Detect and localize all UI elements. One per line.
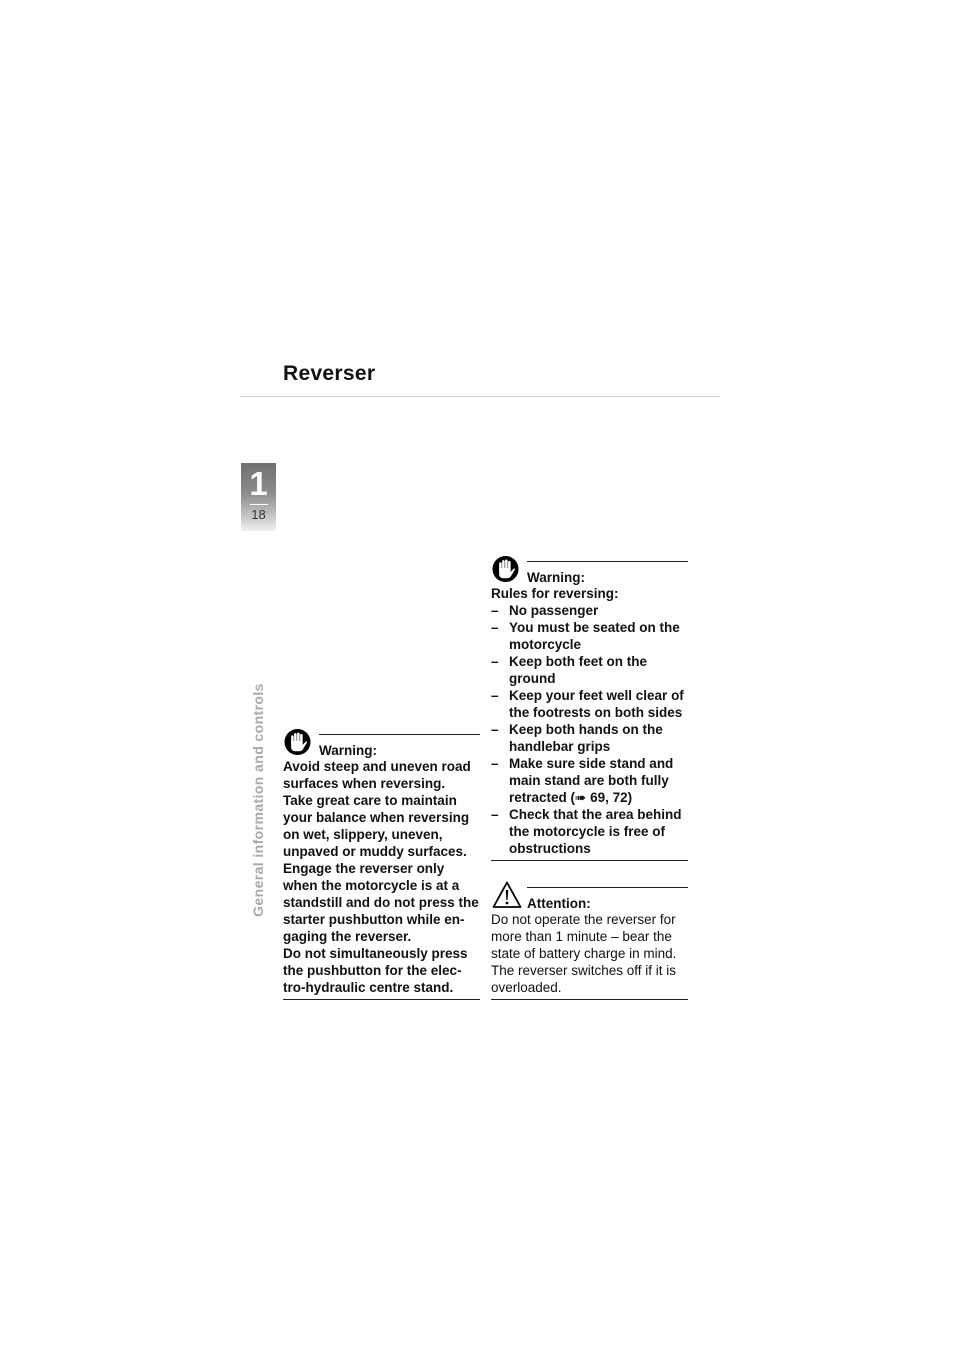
attention-text	[491, 911, 688, 996]
page-number: 18	[251, 507, 266, 522]
warning-line: Take great care to maintain	[283, 793, 457, 808]
warning-line: unpaved or muddy surfaces.	[283, 844, 467, 859]
warning-box-left	[283, 728, 480, 1000]
warning-line: standstill and do not press the	[283, 895, 479, 910]
chapter-number-divider	[250, 504, 268, 505]
rule-item: – You must be seated on the motorcycle	[491, 620, 680, 652]
warning-line: Engage the reverser only	[283, 861, 445, 876]
rule-item: – Keep your feet well clear of the footrests on both sides	[491, 688, 684, 720]
warning-text	[283, 758, 480, 996]
warning-line: Do not simultaneously press	[283, 946, 468, 961]
rule-item: – Keep both feet on the ground	[491, 654, 647, 686]
hand-stop-icon	[492, 555, 519, 583]
warning-line: your balance when reversing	[283, 810, 470, 825]
rule-item: – Check that the area behind the motorcycle is free of obstructions	[491, 807, 682, 856]
warning-bottom-rule	[491, 860, 688, 861]
warning-line: Avoid steep and uneven road	[283, 759, 471, 774]
warning-heading: Warning:	[319, 743, 377, 758]
attention-line: state of battery charge in mind.	[491, 946, 677, 961]
attention-line: overloaded.	[491, 980, 562, 995]
rule-item: – No passenger	[491, 603, 599, 618]
attention-line: Do not operate the reverser for	[491, 912, 676, 927]
chapter-tab	[241, 463, 276, 531]
attention-heading: Attention:	[527, 896, 591, 911]
warning-line: starter pushbutton while en-	[283, 912, 465, 927]
rule-item: – Make sure side stand and main stand are both fully retracted (➠ 69, 72)	[491, 756, 674, 805]
warning-heading: Warning:	[527, 570, 585, 585]
attention-bottom-rule	[491, 999, 688, 1000]
warning-line: on wet, slippery, uneven,	[283, 827, 443, 842]
warning-line: tro-hydraulic centre stand.	[283, 980, 454, 995]
chapter-side-label: General information and controls	[250, 683, 266, 917]
warning-line: surfaces when reversing.	[283, 776, 446, 791]
rules-intro: Rules for reversing:	[491, 586, 619, 601]
attention-box	[491, 881, 688, 1000]
title-divider	[240, 396, 720, 397]
warning-line: the pushbutton for the elec-	[283, 963, 462, 978]
caution-triangle-icon	[492, 881, 522, 909]
rule-item: – Keep both hands on the handlebar grips	[491, 722, 663, 754]
rules-list	[491, 602, 688, 857]
warning-text	[491, 585, 688, 857]
attention-line: The reverser switches off if it is	[491, 963, 677, 978]
warning-box-right	[491, 555, 688, 861]
attention-line: more than 1 minute – bear the	[491, 929, 672, 944]
warning-bottom-rule	[283, 999, 480, 1000]
warning-line: gaging the reverser.	[283, 929, 412, 944]
hand-stop-icon	[284, 728, 311, 756]
page-title: Reverser	[283, 362, 376, 385]
warning-line: when the motorcycle is at a	[283, 878, 460, 893]
chapter-number: 1	[249, 465, 268, 502]
